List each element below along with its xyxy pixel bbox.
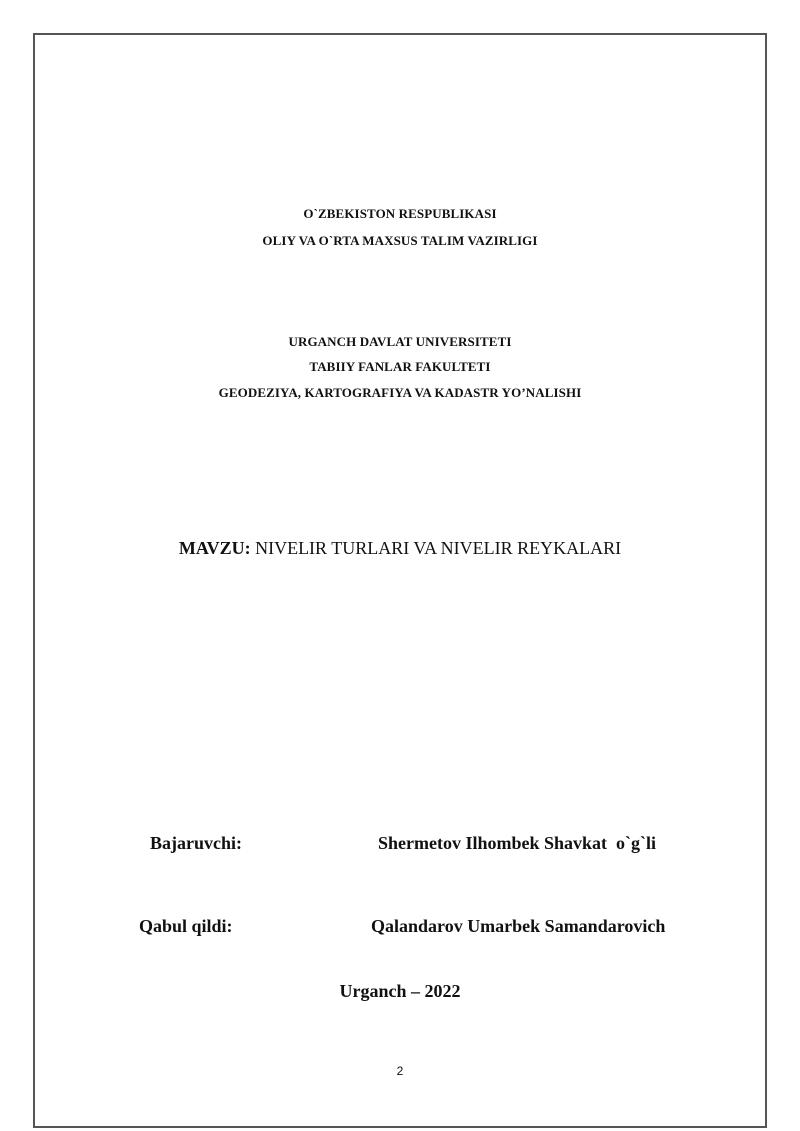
receiver-label: Qabul qildi: xyxy=(139,916,233,936)
page-number: 2 xyxy=(396,1064,404,1078)
topic-line xyxy=(0,538,800,559)
city-year: Urganch – 2022 xyxy=(339,981,461,1001)
page-border xyxy=(33,33,767,1128)
ministry-heading: OLIY VA O`RTA MAXSUS TALIM VAZIRLIGI xyxy=(262,233,538,248)
topic-title: NIVELIR TURLARI VA NIVELIR REYKALARI xyxy=(250,538,622,558)
topic-label: MAVZU: xyxy=(178,538,251,558)
receiver-name: Qalandarov Umarbek Samandarovich xyxy=(371,916,666,936)
executor-name: Shermetov Ilhombek Shavkat o`g`li xyxy=(378,833,657,853)
executor-label: Bajaruvchi: xyxy=(150,833,242,853)
faculty-heading: TABIIY FANLAR FAKULTETI xyxy=(309,359,491,374)
country-heading: O`ZBEKISTON RESPUBLIKASI xyxy=(303,206,497,221)
university-heading: URGANCH DAVLAT UNIVERSITETI xyxy=(288,334,512,349)
program-heading: GEODEZIYA, KARTOGRAFIYA VA KADASTR YO’NALISHI xyxy=(218,385,582,400)
